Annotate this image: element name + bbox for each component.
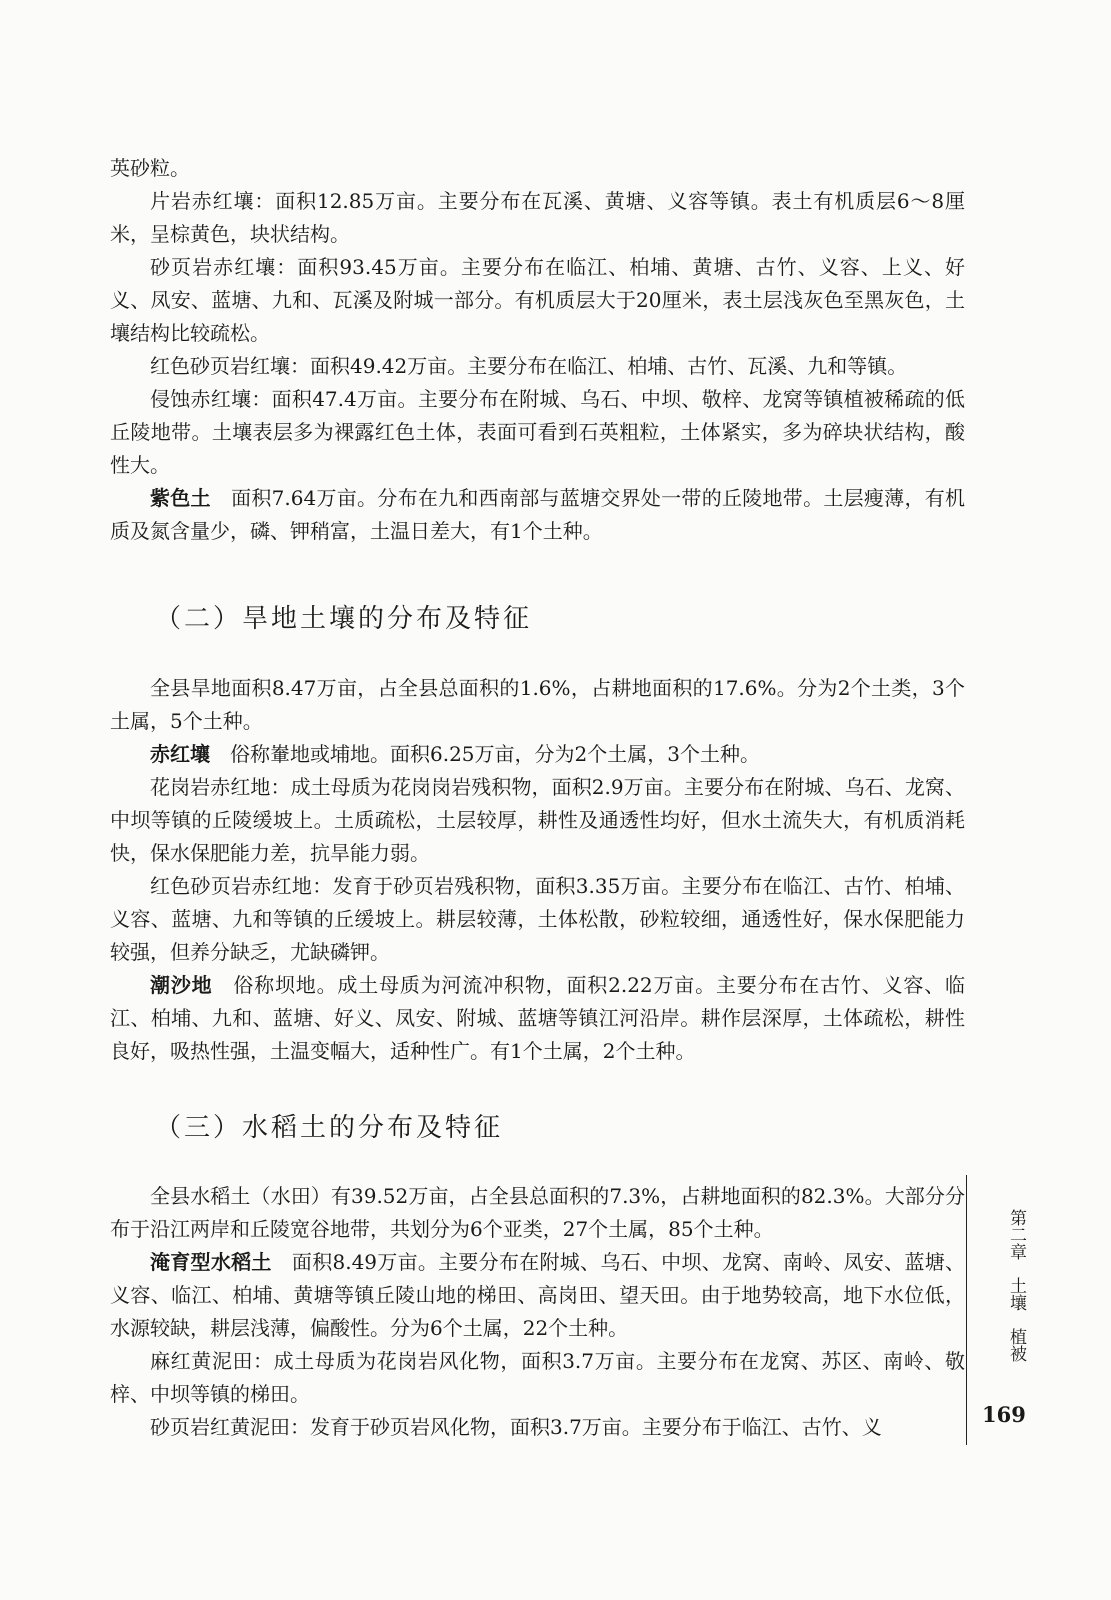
section-heading-3: （三）水稻土的分布及特征 <box>155 1113 504 1143</box>
paragraph <box>110 482 965 548</box>
paragraph-text: 侵蚀赤红壤：面积47.4万亩。主要分布在附城、乌石、中坝、敬梓、龙窝等镇植被稀疏的低丘陵地带。土壤表层多为裸露红色土体，表面可看到石英粗粒，土体紧实，多为碎块状结构，酸性大。 <box>110 387 965 477</box>
paragraph <box>110 350 965 383</box>
paragraph <box>110 738 965 771</box>
paragraph-lead: 赤红壤 <box>150 742 210 766</box>
chapter-sidebar: 第二章 土壤 植被 <box>1006 1208 1026 1362</box>
page-number: 169 <box>982 1402 1026 1427</box>
paragraph-text: 红色砂页岩赤红地：发育于砂页岩残积物，面积3.35万亩。主要分布在临江、古竹、柏埔、义容、蓝塘、九和等镇的丘缓坡上。耕层较薄，土体松散，砂粒较细，通透性好，保水保肥能力较强，但养分缺乏，尤缺磷钾。 <box>110 874 965 964</box>
paragraph <box>110 185 965 251</box>
body-text-3 <box>110 1180 965 1444</box>
paragraph-text: 面积7.64万亩。分布在九和西南部与蓝塘交界处一带的丘陵地带。土层瘦薄，有机质及氮含量少，磷、钾稍富，土温日差大，有1个土种。 <box>110 486 966 543</box>
section-heading-2: （二）旱地土壤的分布及特征 <box>155 604 533 634</box>
text-block-2 <box>110 672 965 1068</box>
paragraph-text: 英砂粒。 <box>110 156 190 180</box>
paragraph <box>110 383 965 482</box>
paragraph-text: 全县旱地面积8.47万亩，占全县总面积的1.6%，占耕地面积的17.6%。分为2个土类，3个土属，5个土种。 <box>110 676 965 733</box>
paragraph <box>110 152 965 185</box>
paragraph <box>110 870 965 969</box>
paragraph <box>110 251 965 350</box>
body-text <box>110 152 965 548</box>
paragraph <box>110 1180 965 1246</box>
paragraph-text: 俗称坝地。成土母质为河流冲积物，面积2.22万亩。主要分布在古竹、义容、临江、柏埔、九和、蓝塘、好义、凤安、附城、蓝塘等镇江河沿岸。耕作层深厚，土体疏松，耕性良好，吸热性强，土温变幅大，适种性广。有1个土属，2个土种。 <box>110 973 966 1063</box>
paragraph-lead: 潮沙地 <box>150 973 213 997</box>
paragraph <box>110 969 965 1068</box>
text-block-1 <box>110 152 965 548</box>
paragraph <box>110 1411 965 1444</box>
paragraph-text: 砂页岩赤红壤：面积93.45万亩。主要分布在临江、柏埔、黄塘、古竹、义容、上义、好义、凤安、蓝塘、九和、瓦溪及附城一部分。有机质层大于20厘米，表土层浅灰色至黑灰色，土壤结构比较疏松。 <box>110 255 965 345</box>
paragraph <box>110 1345 965 1411</box>
paragraph-text: 花岗岩赤红地：成土母质为花岗岗岩残积物，面积2.9万亩。主要分布在附城、乌石、龙窝、中坝等镇的丘陵缓坡上。土质疏松，土层较厚，耕性及通透性均好，但水土流失大，有机质消耗快，保水保肥能力差，抗旱能力弱。 <box>110 775 965 865</box>
paragraph-text: 俗称輋地或埔地。面积6.25万亩，分为2个土属，3个土种。 <box>210 742 760 766</box>
paragraph-lead: 紫色土 <box>150 486 211 510</box>
paragraph-text: 面积8.49万亩。主要分布在附城、乌石、中坝、龙窝、南岭、凤安、蓝塘、义容、临江、柏埔、黄塘等镇丘陵山地的梯田、高岗田、望天田。由于地势较高，地下水位低，水源较缺，耕层浅薄，偏酸性。分为6个土属，22个土种。 <box>110 1250 966 1340</box>
paragraph-text: 片岩赤红壤：面积12.85万亩。主要分布在瓦溪、黄塘、义容等镇。表土有机质层6～8厘米，呈棕黄色，块状结构。 <box>110 189 965 246</box>
margin-divider <box>966 1175 967 1445</box>
text-block-3 <box>110 1180 965 1444</box>
paragraph-text: 麻红黄泥田：成土母质为花岗岩风化物，面积3.7万亩。主要分布在龙窝、苏区、南岭、敬梓、中坝等镇的梯田。 <box>110 1349 965 1406</box>
paragraph <box>110 672 965 738</box>
paragraph-lead: 淹育型水稻土 <box>150 1250 272 1274</box>
paragraph-text: 红色砂页岩红壤：面积49.42万亩。主要分布在临江、柏埔、古竹、瓦溪、九和等镇。 <box>150 354 908 378</box>
paragraph <box>110 771 965 870</box>
paragraph-text: 全县水稻土（水田）有39.52万亩，占全县总面积的7.3%，占耕地面积的82.3%。大部分分布于沿江两岸和丘陵宽谷地带，共划分为6个亚类，27个土属，85个土种。 <box>110 1184 965 1241</box>
paragraph <box>110 1246 965 1345</box>
paragraph-text: 砂页岩红黄泥田：发育于砂页岩风化物，面积3.7万亩。主要分布于临江、古竹、义 <box>150 1415 882 1439</box>
body-text-2 <box>110 672 965 1068</box>
